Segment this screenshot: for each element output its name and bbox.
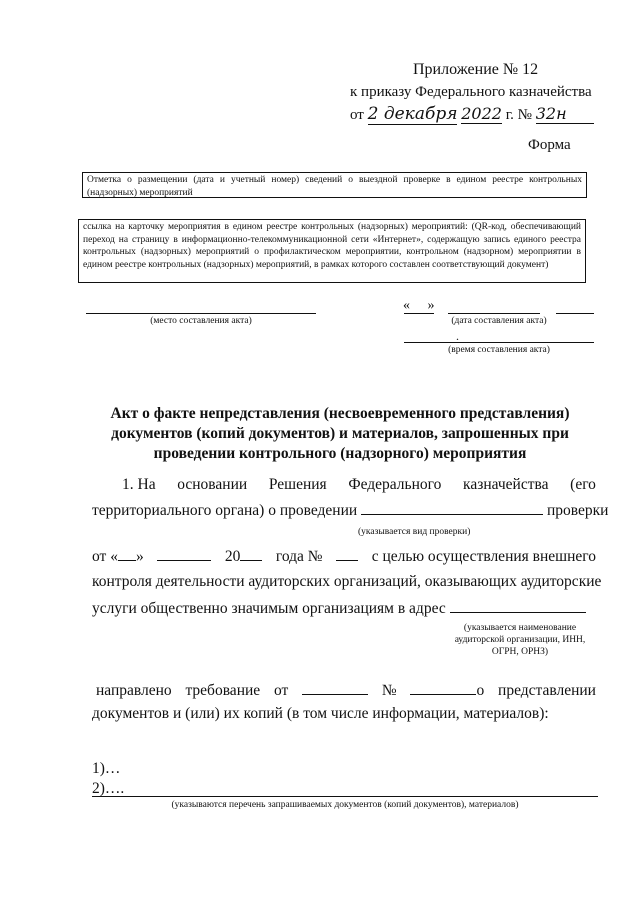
handwritten-year: 2022	[461, 104, 502, 123]
organization-hint	[440, 622, 600, 658]
day-field[interactable]	[118, 546, 136, 561]
para1-word: 1. На	[122, 476, 156, 493]
para2-line1	[96, 680, 596, 700]
year-suffix: г. №	[505, 107, 532, 123]
para1-text: года №	[275, 548, 323, 565]
appendix-title: Приложение № 12	[413, 61, 539, 78]
para1-word: (его	[570, 476, 596, 493]
para1-word: Решения	[268, 476, 327, 493]
month-field[interactable]	[157, 546, 211, 561]
hint-line: (указывается наименование	[463, 623, 577, 633]
request-date-field[interactable]	[302, 680, 368, 695]
para2-word: требование	[185, 682, 261, 699]
hint-line: аудиторской организации, ИНН,	[454, 635, 586, 645]
para2-line2: документов и (или) их копий (в том числе информации, материалов):	[92, 705, 549, 722]
handwritten-date: 2 декабря	[367, 104, 458, 124]
handwritten-order-number: 32н	[536, 104, 594, 124]
para1-line2	[92, 500, 609, 520]
para1-text: с целью осуществления внешнего	[371, 548, 596, 565]
para1-line3	[92, 546, 596, 566]
document-title: Акт о факте непредставления (несвоевременного представления) документов (копий документов) и материалов, запрошенных при проведении контрольного (надзорного) мероприятия	[110, 405, 570, 462]
time-line	[404, 342, 594, 343]
list-item: 1)…	[92, 760, 121, 777]
para1-word: основании	[177, 476, 248, 493]
para2-word: от	[273, 682, 289, 699]
from-prefix: от	[350, 107, 364, 123]
date-month-line	[448, 313, 540, 314]
list-caption: (указываются перечень запрашиваемых документов (копий документов), материалов)	[171, 800, 519, 810]
para2-word: направлено	[96, 682, 172, 699]
organization-address-field[interactable]	[450, 598, 586, 613]
para2-word: представлении	[498, 682, 596, 699]
para1-text: услуги общественно значимым организациям в адрес	[92, 600, 446, 617]
para1-word: Федерального	[348, 476, 442, 493]
place-line	[86, 313, 316, 314]
inspection-type-field[interactable]	[361, 500, 543, 515]
para1-text: 20	[224, 548, 241, 565]
para1-line5	[92, 598, 596, 618]
hint-line: ОГРН, ОРНЗ)	[491, 647, 549, 657]
para1-text: »	[135, 548, 144, 565]
registry-mark-box: Отметка о размещении (дата и учетный номер) сведений о выездной проверке в едином реестре контрольных (надзорных) мероприятий	[82, 172, 587, 198]
order-date-line	[350, 104, 594, 125]
para1-word: казначейства	[463, 476, 549, 493]
para1-text: от «	[92, 548, 118, 565]
year-field[interactable]	[240, 546, 262, 561]
qr-link-box: ссылка на карточку мероприятия в едином реестре контрольных (надзорных) мероприятий: (QR-код, обеспечивающий переход на страницу в информационно-телекоммуникационной сети «Интернет», содержащую запись единого реестра контрольных (надзорных) мероприятий о профилактическом мероприятии, контрольном (надзорном) мероприятии в едином реестре контрольных (надзорных) мероприятий, в рамках которого составлен соответствующий документ)	[78, 219, 586, 283]
para2-word: №	[381, 682, 397, 699]
date-year-line	[556, 313, 594, 314]
time-caption: (время составления акта)	[448, 345, 550, 355]
list-line	[92, 796, 598, 797]
para2-word: о	[476, 682, 485, 699]
decision-number-field[interactable]	[336, 546, 358, 561]
date-day-line	[404, 313, 434, 314]
form-label: Форма	[528, 137, 571, 153]
list-item: 2)….	[92, 780, 125, 797]
date-caption: (дата составления акта)	[451, 316, 547, 326]
date-quotes: « »	[403, 298, 435, 313]
para1-text: проверки	[546, 502, 609, 519]
para1-line4: контроля деятельности аудиторских организаций, оказывающих аудиторские	[92, 573, 602, 590]
para1-text: территориального органа) о проведении	[92, 502, 358, 519]
place-caption: (место составления акта)	[150, 316, 252, 326]
para1-line1	[122, 476, 596, 494]
request-number-field[interactable]	[410, 680, 476, 695]
inspection-type-hint: (указывается вид проверки)	[358, 527, 471, 537]
time-dot: .	[456, 329, 459, 343]
order-reference: к приказу Федерального казначейства	[350, 84, 592, 100]
